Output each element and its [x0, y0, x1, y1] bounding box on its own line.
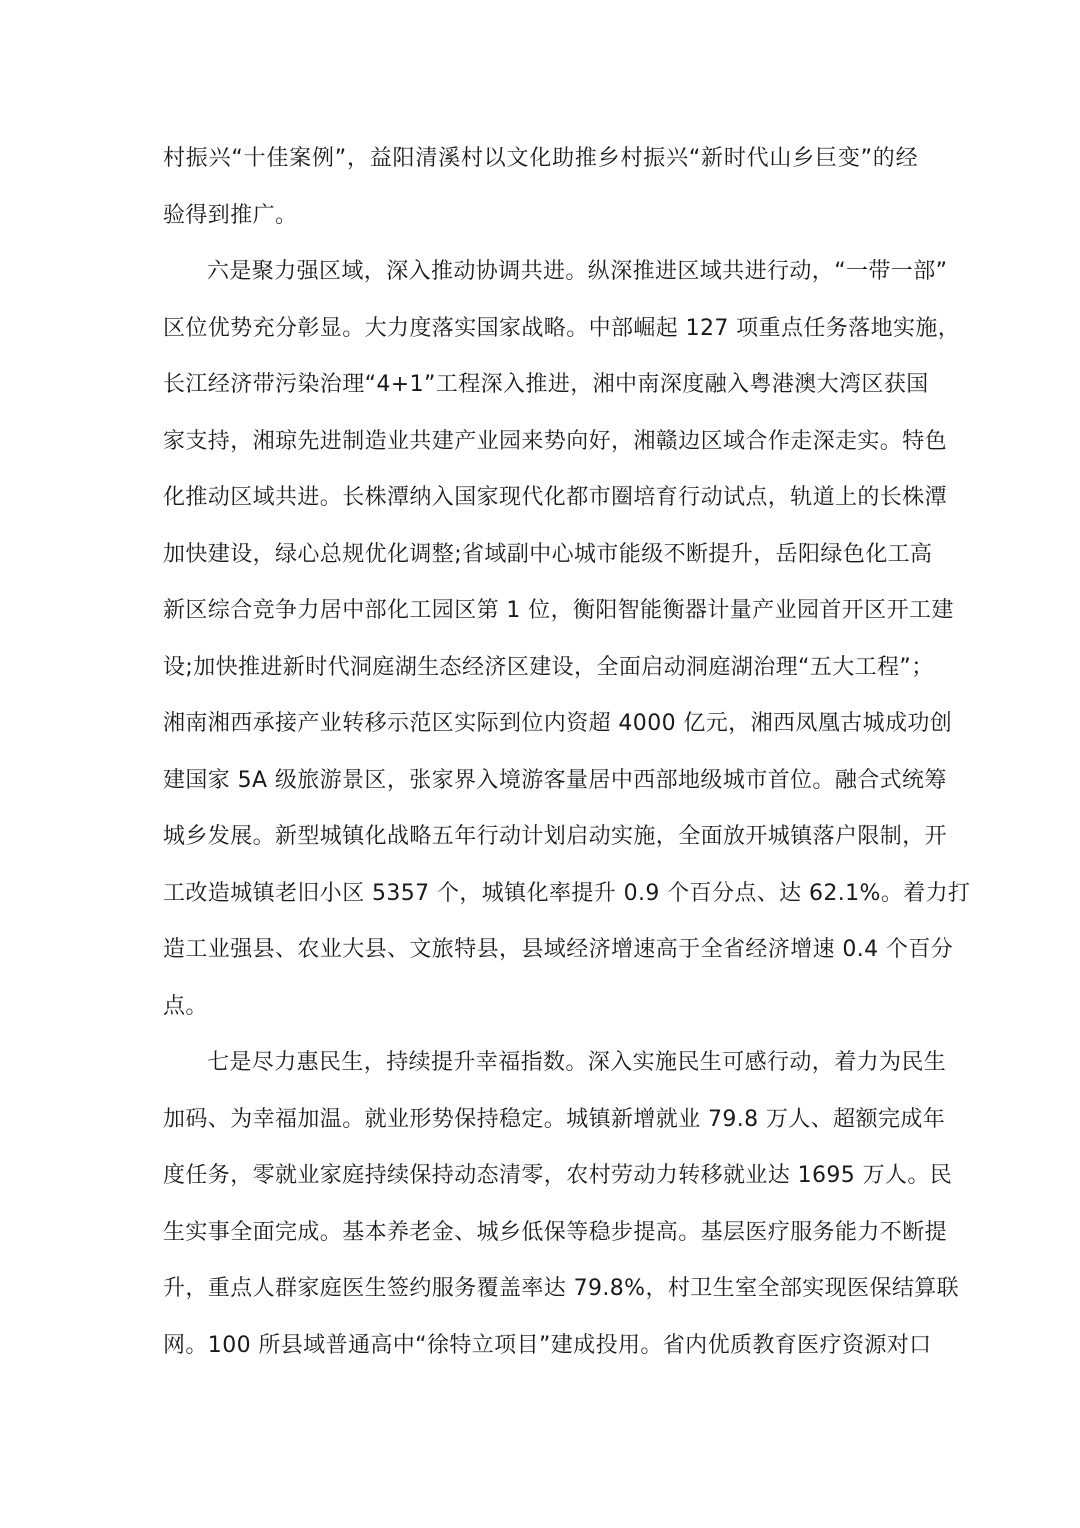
- paragraph-line: 加快建设，绿心总规优化调整;省域副中心城市能级不断提升，岳阳绿色化工高: [163, 541, 933, 567]
- paragraph-first-line: 六是聚力强区域，深入推动协调共进。纵深推进区域共进行动，“一带一部”: [207, 259, 948, 284]
- paragraph-line: 湘南湘西承接产业转移示范区实际到位内资超 4000 亿元，湘西凤凰古城成功创: [163, 711, 953, 736]
- paragraph-first-line: 七是尽力惠民生，持续提升幸福指数。深入实施民生可感行动，着力为民生: [207, 1050, 947, 1075]
- paragraph-line: 加码、为幸福加温。就业形势保持稳定。城镇新增就业 79.8 万人、超额完成年: [163, 1106, 946, 1132]
- paragraph-line: 区位优势充分彰显。大力度落实国家战略。中部崛起 127 项重点任务落地实施，: [163, 315, 961, 341]
- paragraph-line: 验得到推广。: [163, 202, 298, 228]
- paragraph-line: 造工业强县、农业大县、文旅特县，县域经济增速高于全省经济增速 0.4 个百分: [163, 937, 954, 962]
- paragraph-line: 建国家 5A 级旅游景区，张家界入境游客量居中西部地级城市首位。融合式统筹: [163, 767, 947, 793]
- paragraph-line: 升，重点人群家庭医生签约服务覆盖率达 79.8%，村卫生室全部实现医保结算联: [163, 1276, 960, 1301]
- paragraph-line: 生实事全面完成。基本养老金、城乡低保等稳步提高。基层医疗服务能力不断提: [163, 1219, 948, 1245]
- paragraph-line: 度任务，零就业家庭持续保持动态清零，农村劳动力转移就业达 1695 万人。民: [163, 1163, 953, 1188]
- paragraph-line: 村振兴“十佳案例”，益阳清溪村以文化助推乡村振兴“新时代山乡巨变”的经: [163, 146, 918, 171]
- paragraph-line: 工改造城镇老旧小区 5357 个，城镇化率提升 0.9 个百分点、达 62.1%。着力打: [163, 880, 971, 906]
- paragraph-line: 新区综合竞争力居中部化工园区第 1 位，衡阳智能衡器计量产业园首开区开工建: [163, 598, 954, 623]
- paragraph-line: 化推动区域共进。长株潭纳入国家现代化都市圈培育行动试点，轨道上的长株潭: [163, 485, 948, 510]
- document-body: [163, 131, 971, 1374]
- paragraph-line: 点。: [163, 993, 208, 1019]
- paragraph-line: 设;加快推进新时代洞庭湖生态经济区建设，全面启动洞庭湖治理“五大工程”；: [163, 654, 934, 680]
- paragraph-line: 长江经济带污染治理“4+1”工程深入推进，湘中南深度融入粤港澳大湾区获国: [163, 372, 929, 397]
- paragraph-line: 网。100 所县域普通高中“徐特立项目”建成投用。省内优质教育医疗资源对口: [163, 1332, 932, 1358]
- paragraph-line: 城乡发展。新型城镇化战略五年行动计划启动实施，全面放开城镇落户限制，开: [163, 824, 948, 849]
- paragraph-line: 家支持，湘琼先进制造业共建产业园来势向好，湘赣边区域合作走深走实。特色: [163, 428, 948, 454]
